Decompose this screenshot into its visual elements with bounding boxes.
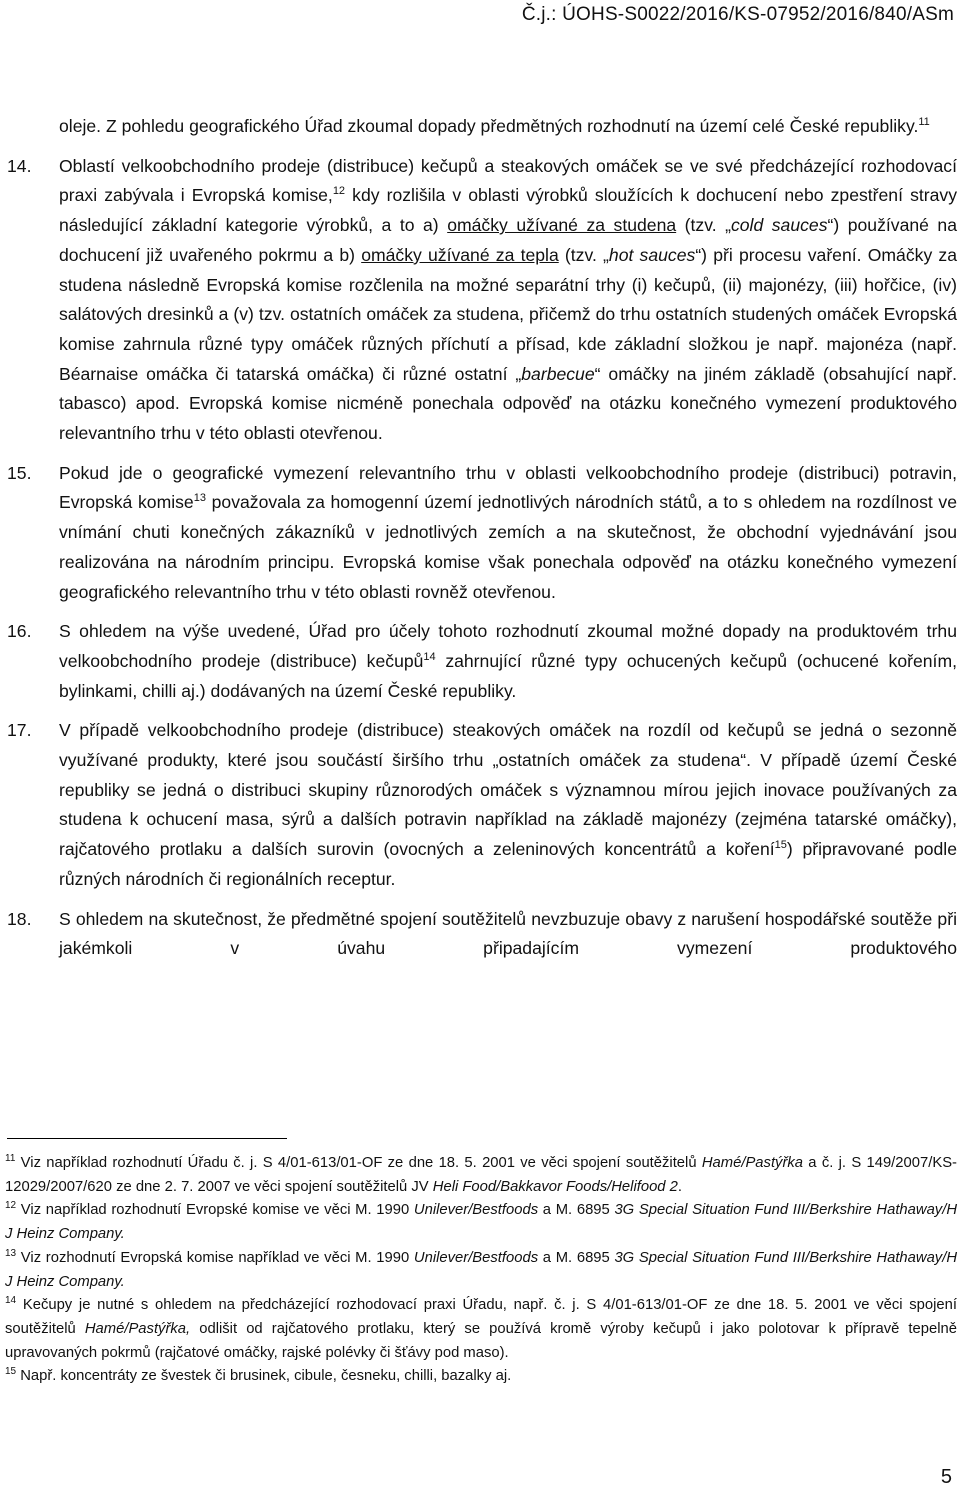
footnote-ref-14[interactable]: 14: [423, 651, 436, 664]
paragraph-13-continuation: oleje. Z pohledu geografického Úřad zkoumal dopady předmětných rozhodnutí na území celé České republiky.$^{11}$: [59, 116, 930, 136]
page-number: 5: [940, 1466, 952, 1488]
footnote-15: $^{15}$ Např. koncentráty ze švestek či brusinek, cibule, česneku, chilli, bazalky aj.: [5, 1366, 512, 1385]
footnote-14: $^{14}$ Kečupy je nutné s ohledem na předcházející rozhodovací praxi Úřadu, např. č. j. S 4/01-613/01-OF ze dne 18. 5. 2001 ve věci spojení soutěžitelů Hamé/Pastýřka, odlišit od rajčatového protlaku, který se používá kromě výroby kečupů i jako polotovar k přípravě tepelně upravovaných pokrmů (rajčatové omáčky, rajské polévky či šťávy pod maso).: [5, 1295, 957, 1361]
italic-term: hot sauces: [608, 244, 696, 265]
footnote-13: $^{13}$ Viz rozhodnutí Evropská komise například ve věci M. 1990 Unilever/Bestfoods a M. 6895 3G Special Situation Fund III/Berkshire Hathaway/H J Heinz Company.: [5, 1247, 957, 1290]
paragraph-number: 15.: [7, 462, 32, 483]
footnote-ref-13[interactable]: 13: [193, 492, 206, 505]
document-reference-header: Č.j.: ÚOHS-S0022/2016/KS-07952/2016/840/ASm: [521, 4, 954, 25]
paragraph-14: 14. Oblastí velkoobchodního prodeje (distribuce) kečupů a steakových omáček se ve své předcházející rozhodovací praxi zabývala i Evropská komise,$^{12}$ kdy rozlišila v oblasti výrobků sloužících k dochucení nebo zpestření stravy následující základní kategorie výrobků, a to a) omáčky užívané za studena (tzv. „cold sauces“) používané na dochucení již uvařeného pokrmu a b) omáčky užívané za tepla (tzv. „hot sauces“) při procesu vaření. Omáčky za studena následně Evropská komise rozčlenila na možné separátní trhy (i) kečupů, (ii) majonézy, (iii) hořčice, (iv) salátových dresinků a (v) tzv. ostatních omáček za studena, přičemž do trhu ostatních studených omáček Evropská komise zahrnula různé typy omáček různých příchutí a přísad, kde základní složkou je např. majonéza (např. Béarnaise omáčka či tatarská omáčka) či různé ostatní „barbecue“ omáčky na jiném základě (obsahující např. tabasco) apod. Evropská komise nicméně ponechala odpověď na otázku konečného vymezení produktového relevantního trhu v této oblasti otevřenou.: [59, 152, 957, 449]
footnote-ref-11[interactable]: 11: [918, 116, 930, 129]
italic-term: barbecue: [521, 363, 595, 384]
footnotes: [5, 1152, 957, 1389]
footnote-12: $^{12}$ Viz například rozhodnutí Evropské komise ve věci M. 1990 Unilever/Bestfoods a M. 6895 3G Special Situation Fund III/Berkshire Hathaway/H J Heinz Company.: [5, 1200, 957, 1243]
footnote-separator: [7, 1138, 287, 1139]
footnote-ref-15[interactable]: 15: [774, 839, 787, 852]
underlined-term: omáčky užívané za tepla: [361, 244, 559, 265]
paragraph-number: 16.: [7, 621, 32, 642]
footnote-ref-12[interactable]: 12: [332, 185, 346, 198]
paragraph-number: 17.: [7, 720, 32, 741]
italic-term: cold sauces: [730, 215, 828, 236]
paragraph-18: 18. S ohledem na skutečnost, že předmětné spojení soutěžitelů nevzbuzuje obavy z narušení hospodářské soutěže při jakémkoli v úvahu připadajícím vymezení produktového: [59, 905, 957, 964]
paragraph-16: 16. S ohledem na výše uvedené, Úřad pro účely tohoto rozhodnutí zkoumal možné dopady na produktovém trhu velkoobchodního prodeje (distribuce) kečupů$^{14}$ zahrnující různé typy ochucených kečupů (ochucené kořením, bylinkami, chilli aj.) dodávaných na území České republiky.: [59, 617, 957, 706]
main-text: [7, 112, 958, 964]
footnote-11: $^{11}$ Viz například rozhodnutí Úřadu č. j. S 4/01-613/01-OF ze dne 18. 5. 2001 ve věci spojení soutěžitelů Hamé/Pastýřka a č. j. S 149/2007/KS-12029/2007/620 ze dne 2. 7. 2007 ve věci spojení soutěžitelů JV Heli Food/Bakkavor Foods/Helifood 2.: [5, 1153, 957, 1195]
underlined-term: omáčky užívané za studena: [447, 215, 677, 236]
paragraph-15: 15. Pokud jde o geografické vymezení relevantního trhu v oblasti velkoobchodního prodeje (distribuci) potravin, Evropská komise$^{13}$ považovala za homogenní území jednotlivých národních států, a to s ohledem na rozdílnost ve vnímání chuti konečných zákazníků v jednotlivých zemích a na skutečnost, že obchodní vyjednávání jsou realizována na národním principu. Evropská komise však ponechala odpověď na otázku konečného vymezení geografického relevantního trhu v této oblasti rovněž otevřenou.: [59, 459, 957, 608]
paragraph-number: 14.: [7, 155, 32, 176]
paragraph-number: 18.: [7, 908, 32, 929]
paragraph-17: 17. V případě velkoobchodního prodeje (distribuce) steakových omáček na rozdíl od kečupů se jedná o sezonně využívané produkty, které jsou součástí širšího trhu „ostatních omáček za studena“. V případě území České republiky se jedná o distribuci skupiny různorodých omáček s významnou mírou jejich inovace používaných za studena k ochucení masa, sýrů a dalších potravin například na základě majonézy (zejména tatarské omáčky), rajčatového protlaku a dalších surovin (ovocných a zeleninových koncentrátů a koření$^{15}$) připravované podle různých národních či regionálních receptur.: [59, 716, 957, 894]
